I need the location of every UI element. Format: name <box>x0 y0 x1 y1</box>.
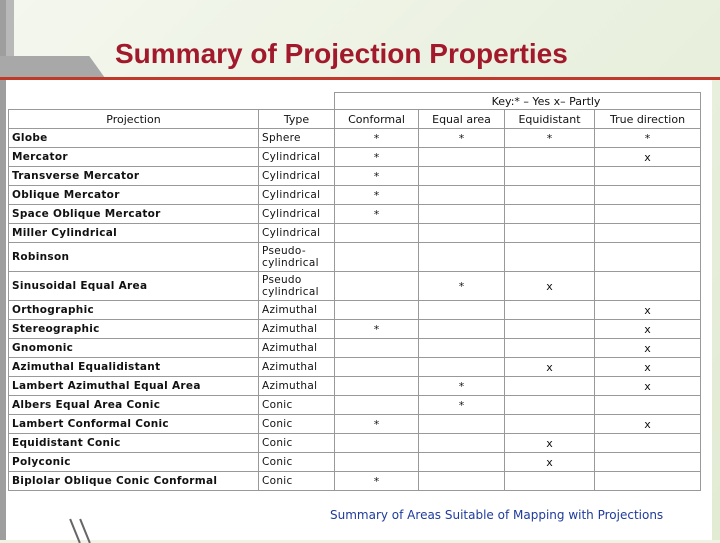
table-row <box>9 377 701 396</box>
key-row <box>9 93 701 110</box>
projection-name-cell: Oblique Mercator <box>9 186 259 205</box>
projection-type-cell: Conic <box>259 415 335 434</box>
projection-name-cell: Albers Equal Area Conic <box>9 396 259 415</box>
conformal-cell: * <box>335 148 419 167</box>
projection-name-cell: Orthographic <box>9 301 259 320</box>
true-direction-cell <box>595 243 701 272</box>
projection-type-cell: Azimuthal <box>259 358 335 377</box>
table-row <box>9 396 701 415</box>
true-direction-cell: x <box>595 301 701 320</box>
equidistant-cell <box>505 415 595 434</box>
table-row <box>9 148 701 167</box>
equidistant-cell <box>505 472 595 491</box>
projection-type-cell: Cylindrical <box>259 167 335 186</box>
projection-name-cell: Space Oblique Mercator <box>9 205 259 224</box>
table-row <box>9 301 701 320</box>
equidistant-cell <box>505 224 595 243</box>
table-row <box>9 339 701 358</box>
equal-area-cell <box>419 434 505 453</box>
true-direction-cell: x <box>595 148 701 167</box>
conformal-cell <box>335 243 419 272</box>
equidistant-cell <box>505 339 595 358</box>
conformal-cell: * <box>335 167 419 186</box>
table-row <box>9 320 701 339</box>
true-direction-cell <box>595 472 701 491</box>
equidistant-cell: x <box>505 453 595 472</box>
projection-type-cell: Sphere <box>259 129 335 148</box>
equidistant-cell: x <box>505 358 595 377</box>
conformal-cell <box>335 301 419 320</box>
equal-area-cell <box>419 167 505 186</box>
projection-name-cell: Lambert Azimuthal Equal Area <box>9 377 259 396</box>
projection-type-cell: Azimuthal <box>259 320 335 339</box>
table-row <box>9 186 701 205</box>
projection-type-cell: Conic <box>259 396 335 415</box>
conformal-cell <box>335 224 419 243</box>
conformal-cell <box>335 396 419 415</box>
equidistant-cell <box>505 186 595 205</box>
equal-area-cell <box>419 148 505 167</box>
conformal-cell <box>335 377 419 396</box>
projection-type-cell: Cylindrical <box>259 186 335 205</box>
equal-area-cell <box>419 186 505 205</box>
table-row <box>9 358 701 377</box>
projection-name-cell: Robinson <box>9 243 259 272</box>
equal-area-cell <box>419 205 505 224</box>
equal-area-cell: * <box>419 272 505 301</box>
true-direction-cell <box>595 272 701 301</box>
equidistant-cell: x <box>505 434 595 453</box>
projection-type-cell: Azimuthal <box>259 377 335 396</box>
equal-area-cell <box>419 243 505 272</box>
true-direction-cell: x <box>595 415 701 434</box>
true-direction-cell <box>595 224 701 243</box>
equidistant-cell <box>505 205 595 224</box>
projection-type-cell: Azimuthal <box>259 339 335 358</box>
projection-type-cell: Pseudo cylindrical <box>259 272 335 301</box>
true-direction-cell <box>595 167 701 186</box>
table-row <box>9 434 701 453</box>
key-spacer <box>259 93 335 110</box>
projection-name-cell: Gnomonic <box>9 339 259 358</box>
projection-type-cell: Cylindrical <box>259 205 335 224</box>
conformal-cell: * <box>335 320 419 339</box>
projection-name-cell: Sinusoidal Equal Area <box>9 272 259 301</box>
table-row <box>9 167 701 186</box>
projection-name-cell: Transverse Mercator <box>9 167 259 186</box>
true-direction-cell: x <box>595 320 701 339</box>
column-header: Equidistant <box>505 110 595 129</box>
conformal-cell: * <box>335 415 419 434</box>
projection-name-cell: Lambert Conformal Conic <box>9 415 259 434</box>
equal-area-cell: * <box>419 396 505 415</box>
table-row <box>9 453 701 472</box>
conformal-cell <box>335 339 419 358</box>
projection-type-cell: Cylindrical <box>259 224 335 243</box>
column-header: Projection <box>9 110 259 129</box>
title-accent-tab <box>0 56 105 78</box>
projection-type-cell: Conic <box>259 434 335 453</box>
true-direction-cell <box>595 205 701 224</box>
conformal-cell: * <box>335 186 419 205</box>
conformal-cell: * <box>335 472 419 491</box>
equidistant-cell <box>505 301 595 320</box>
header-row <box>9 110 701 129</box>
projection-name-cell: Equidistant Conic <box>9 434 259 453</box>
projection-name-cell: Globe <box>9 129 259 148</box>
equal-area-cell <box>419 415 505 434</box>
column-header: Equal area <box>419 110 505 129</box>
projection-type-cell: Pseudo-cylindrical <box>259 243 335 272</box>
equal-area-cell <box>419 339 505 358</box>
equidistant-cell <box>505 148 595 167</box>
true-direction-cell: x <box>595 377 701 396</box>
equal-area-cell: * <box>419 377 505 396</box>
true-direction-cell <box>595 186 701 205</box>
projection-type-cell: Cylindrical <box>259 148 335 167</box>
true-direction-cell: x <box>595 339 701 358</box>
equal-area-cell <box>419 224 505 243</box>
projection-name-cell: Miller Cylindrical <box>9 224 259 243</box>
table-row <box>9 224 701 243</box>
table-row <box>9 415 701 434</box>
projection-properties-table <box>8 92 701 491</box>
true-direction-cell <box>595 453 701 472</box>
slide-title: Summary of Projection Properties <box>115 38 568 69</box>
conformal-cell: * <box>335 205 419 224</box>
projection-type-cell: Conic <box>259 453 335 472</box>
projection-name-cell: Stereographic <box>9 320 259 339</box>
equal-area-cell <box>419 301 505 320</box>
equidistant-cell: x <box>505 272 595 301</box>
equidistant-cell <box>505 243 595 272</box>
key-legend: Key:* – Yes x– Partly <box>335 93 701 110</box>
equal-area-cell <box>419 358 505 377</box>
projection-type-cell: Conic <box>259 472 335 491</box>
column-header: Conformal <box>335 110 419 129</box>
equal-area-cell <box>419 320 505 339</box>
equidistant-cell <box>505 167 595 186</box>
true-direction-cell: * <box>595 129 701 148</box>
footer-caption: Summary of Areas Suitable of Mapping with Projections <box>330 508 664 522</box>
equal-area-cell <box>419 472 505 491</box>
conformal-cell <box>335 358 419 377</box>
conformal-cell <box>335 453 419 472</box>
conformal-cell: * <box>335 129 419 148</box>
equidistant-cell <box>505 377 595 396</box>
equal-area-cell <box>419 453 505 472</box>
column-header: True direction <box>595 110 701 129</box>
projection-name-cell: Azimuthal Equalidistant <box>9 358 259 377</box>
table-row <box>9 205 701 224</box>
conformal-cell <box>335 434 419 453</box>
projection-name-cell: Polyconic <box>9 453 259 472</box>
true-direction-cell: x <box>595 358 701 377</box>
equidistant-cell <box>505 396 595 415</box>
projection-name-cell: Biplolar Oblique Conic Conformal <box>9 472 259 491</box>
equidistant-cell <box>505 320 595 339</box>
table-row <box>9 243 701 272</box>
key-spacer <box>9 93 259 110</box>
conformal-cell <box>335 272 419 301</box>
projection-type-cell: Azimuthal <box>259 301 335 320</box>
true-direction-cell <box>595 434 701 453</box>
true-direction-cell <box>595 396 701 415</box>
projection-name-cell: Mercator <box>9 148 259 167</box>
equidistant-cell: * <box>505 129 595 148</box>
table-row <box>9 129 701 148</box>
equal-area-cell: * <box>419 129 505 148</box>
table-row <box>9 272 701 301</box>
column-header: Type <box>259 110 335 129</box>
table-row <box>9 472 701 491</box>
